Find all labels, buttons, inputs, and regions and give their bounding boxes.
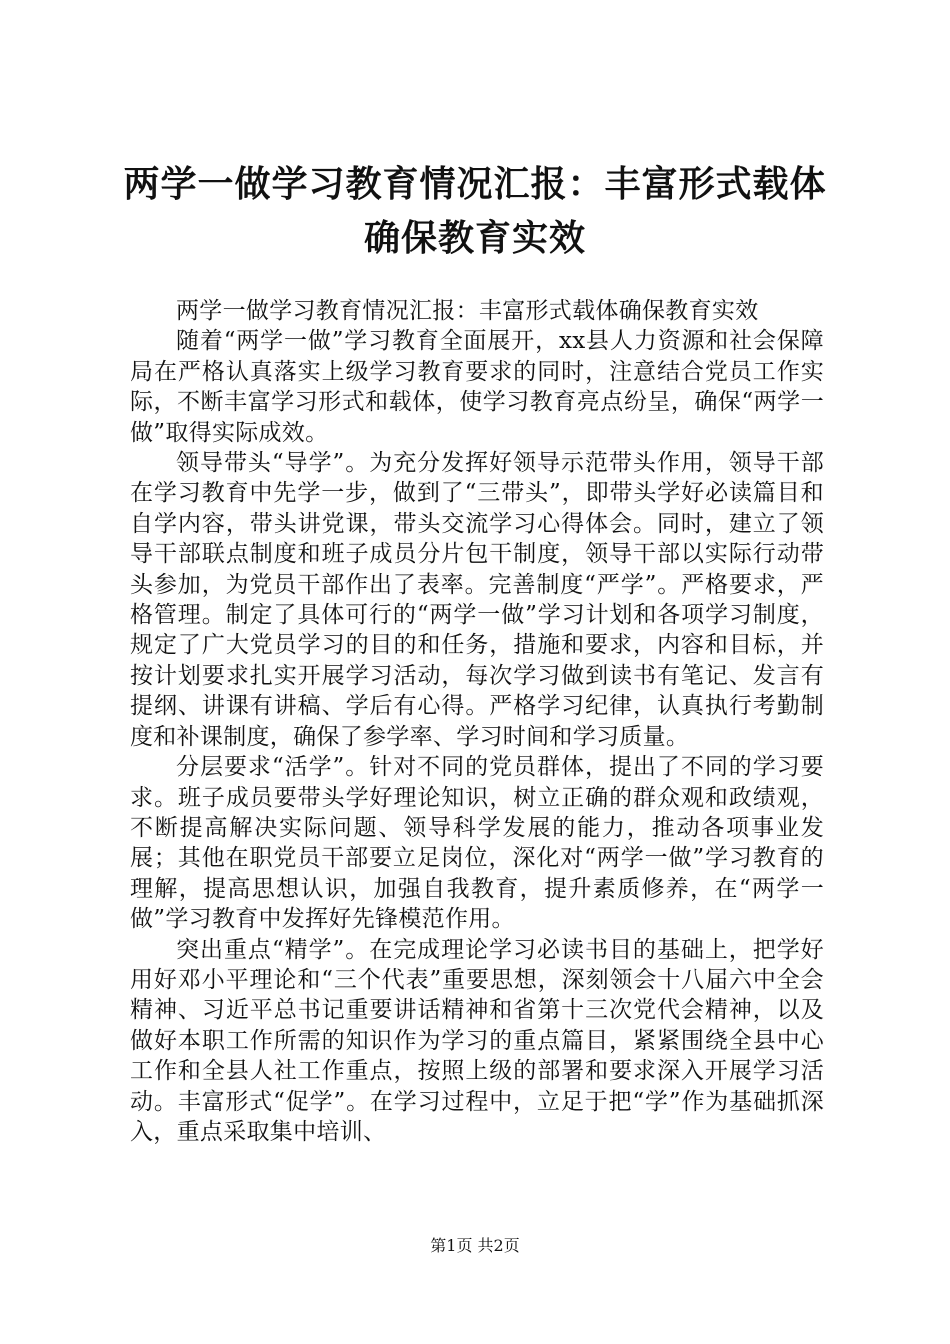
page-footer: 第1页 共2页 <box>430 1236 520 1255</box>
document-body <box>130 296 824 1147</box>
body-paragraph: 两学一做学习教育情况汇报：丰富形式载体确保教育实效 <box>176 298 759 324</box>
body-paragraph: 领导带头“导学”。为充分发挥好领导示范带头作用，领导干部在学习教育中先学一步，做到了“三带头”，即带头学好必读篇目和自学内容，带头讲党课，带头交流学习心得体会。同时，建立了领导干部联点制度和班子成员分片包干制度，领导干部以实际行动带头参加，为党员干部作出了表率。完善制度“严学”。严格要求，严格管理。制定了具体可行的“两学一做”学习计划和各项学习制度，规定了广大党员学习的目的和任务，措施和要求，内容和目标，并按计划要求扎实开展学习活动，每次学习做到读书有笔记、发言有提纲、讲课有讲稿、学后有心得。严格学习纪律，认真执行考勤制度和补课制度，确保了参学率、学习时间和学习质量。 <box>130 450 824 750</box>
document-title: 两学一做学习教育情况汇报：丰富形式载体确保教育实效 <box>123 164 827 259</box>
body-paragraph: 分层要求“活学”。针对不同的党员群体，提出了不同的学习要求。班子成员要带头学好理论知识，树立正确的群众观和政绩观，不断提高解决实际问题、领导科学发展的能力，推动各项事业发展；其他在职党员干部要立足岗位，深化对“两学一做”学习教育的理解，提高思想认识，加强自我教育，提升素质修养，在“两学一做”学习教育中发挥好先锋模范作用。 <box>130 754 824 933</box>
body-paragraph: 突出重点“精学”。在完成理论学习必读书目的基础上，把学好用好邓小平理论和“三个代表”重要思想，深刻领会十八届六中全会精神、习近平总书记重要讲话精神和省第十三次党代会精神，以及做好本职工作所需的知识作为学习的重点篇目，紧紧围绕全县中心工作和全县人社工作重点，按照上级的部署和要求深入开展学习活动。丰富形式“促学”。在学习过程中，立足于把“学”作为基础抓深入，重点采取集中培训、 <box>130 936 824 1145</box>
body-paragraph: 随着“两学一做”学习教育全面展开，xx县人力资源和社会保障局在严格认真落实上级学习教育要求的同时，注意结合党员工作实际，不断丰富学习形式和载体，使学习教育亮点纷呈，确保“两学一做”取得实际成效。 <box>130 328 824 446</box>
